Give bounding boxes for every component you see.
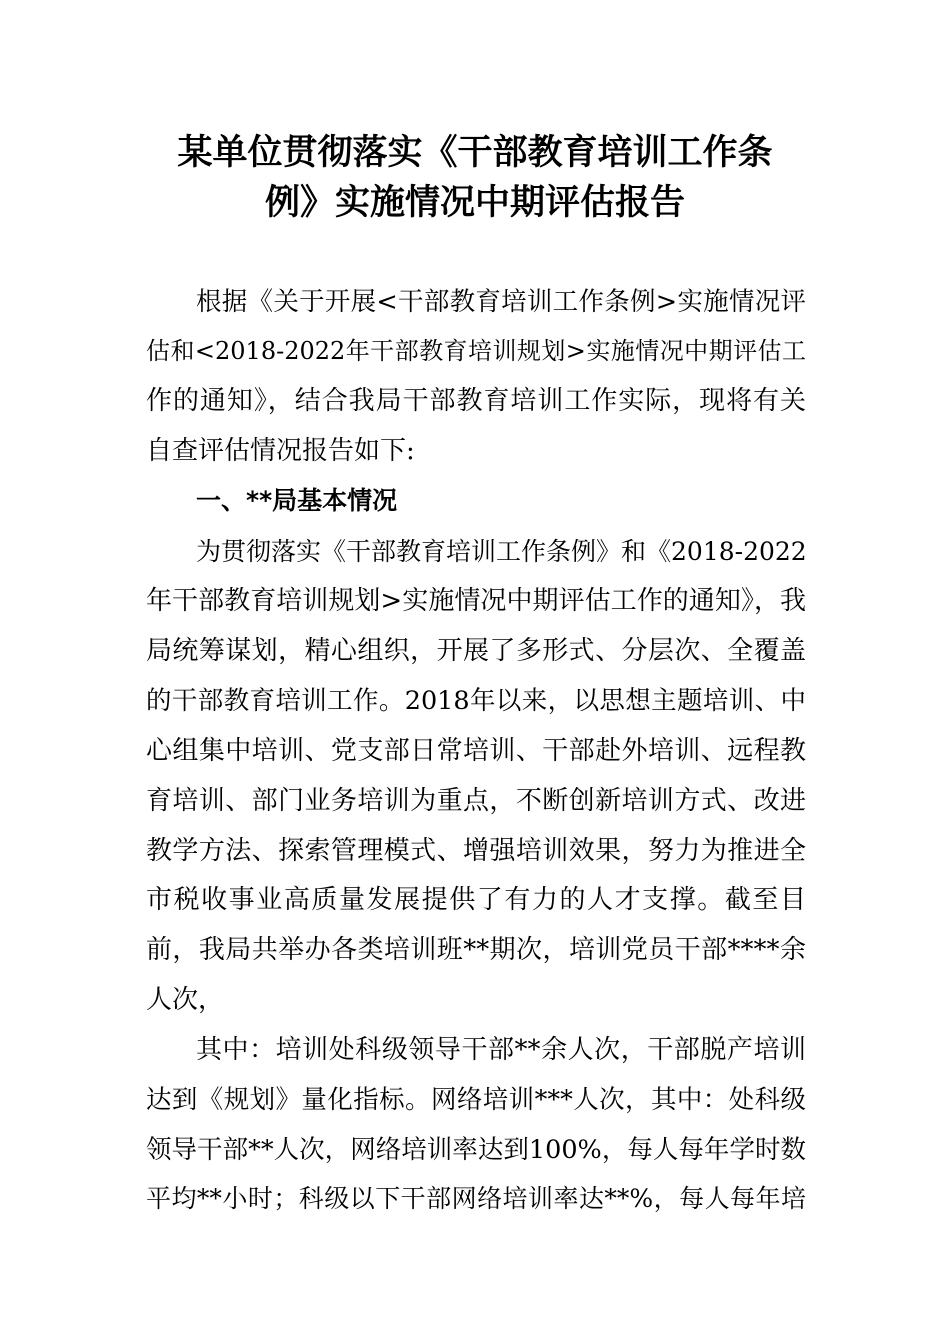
- intro-line: 估和<2018-2022年干部教育培训规划>实施情况中期评估工: [146, 337, 806, 365]
- document-title-line-2: 例》实施情况中期评估报告: [264, 183, 685, 223]
- paragraph-line: 前，我局共举办各类培训班**期次，培训党员干部****余: [146, 935, 806, 965]
- paragraph-line: 为贯彻落实《干部教育培训工作条例》和《2018-2022: [196, 537, 807, 566]
- paragraph-line: 心组集中培训、党支部日常培训、干部赴外培训、远程教: [146, 736, 806, 766]
- intro-line: 作的通知》，结合我局干部教育培训工作实际，现将有关: [146, 386, 806, 416]
- paragraph-line: 的干部教育培训工作。2018年以来，以思想主题培训、中: [146, 686, 806, 716]
- paragraph-line: 达到《规划》量化指标。网络培训***人次，其中：处科级: [146, 1085, 806, 1115]
- paragraph-line: 平均**小时；科级以下干部网络培训率达**%，每人每年培: [146, 1184, 806, 1213]
- document-title-line-1: 某单位贯彻落实《干部教育培训工作条: [177, 133, 773, 173]
- paragraph-line: 市税收事业高质量发展提供了有力的人才支撑。截至目: [146, 885, 806, 915]
- paragraph-line: 年干部教育培训规划>实施情况中期评估工作的通知》，我: [146, 586, 806, 616]
- paragraph-line: 人次，: [146, 985, 225, 1015]
- intro-line: 自查评估情况报告如下:: [146, 436, 415, 466]
- paragraph-line: 局统筹谋划，精心组织，开展了多形式、分层次、全覆盖: [146, 636, 806, 666]
- paragraph-line: 育培训、部门业务培训为重点，不断创新培训方式、改进: [146, 786, 806, 816]
- section-heading: 一、**局基本情况: [196, 486, 398, 515]
- paragraph-line: 教学方法、探索管理模式、增强培训效果，努力为推进全: [146, 836, 806, 866]
- intro-line: 根据《关于开展<干部教育培训工作条例>实施情况评: [196, 287, 806, 317]
- paragraph-line: 其中：培训处科级领导干部**余人次，干部脱产培训: [196, 1035, 806, 1065]
- paragraph-line: 领导干部**人次，网络培训率达到100%，每人每年学时数: [146, 1135, 806, 1165]
